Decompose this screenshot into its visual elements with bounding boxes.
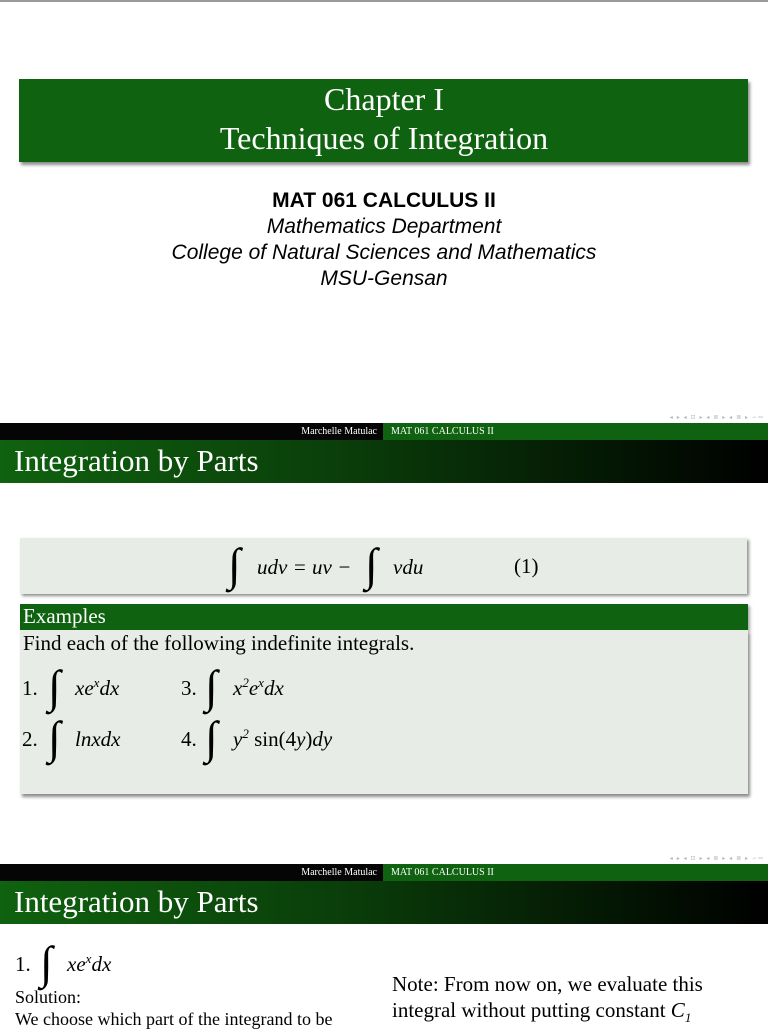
page-top-border — [0, 0, 768, 2]
example-4-label: 4. — [181, 727, 197, 751]
examples-intro: Find each of the following indefinite integrals. — [23, 631, 415, 655]
note-line-2 — [392, 998, 692, 1026]
formula-box — [20, 538, 747, 594]
integral-sign-icon: ∫ — [40, 937, 53, 988]
example-2-integrand: lnxdx — [75, 727, 121, 751]
example-1-label: 1. — [22, 676, 38, 700]
problem-label: 1. — [15, 952, 31, 976]
beamer-navigation-icons[interactable]: ◂ ▸ ◂ ⊡ ▸ ◂ ≣ ▸ ◂ ≣ ▸ ∽∾ — [669, 414, 764, 421]
footer-author-panel — [0, 423, 383, 440]
chapter-title: Chapter I — [324, 81, 444, 117]
beamer-navigation-icons[interactable]: ◂ ▸ ◂ ⊡ ▸ ◂ ≣ ▸ ◂ ≣ ▸ ∽∾ — [669, 855, 764, 862]
examples-block-header — [20, 604, 748, 630]
integral-sign-icon: ∫ — [228, 539, 241, 590]
constant-c1: $C_1$ — [670, 998, 692, 1026]
formula-lhs: udv = uv − — [257, 555, 352, 579]
equation-number: (1) — [514, 554, 539, 578]
slide2-frame-title-bar — [0, 440, 768, 483]
slide1-footer — [0, 423, 768, 440]
solution-label: Solution: — [15, 987, 82, 1007]
example-1-integrand: $xe^xdx$ — [75, 675, 120, 700]
footer-author: Marchelle Matulac — [301, 426, 377, 437]
campus: MSU-Gensan — [320, 267, 448, 290]
slide3-frame-title: Integration by Parts — [14, 884, 259, 919]
example-4-integrand: $y^2$ sin(4y)dy — [233, 726, 333, 751]
integral-sign-icon: ∫ — [48, 661, 61, 712]
course-name: MAT 061 CALCULUS II — [272, 189, 496, 212]
footer-author: Marchelle Matulac — [301, 867, 377, 878]
integral-sign-icon: ∫ — [365, 539, 378, 590]
footer-course: MAT 061 CALCULUS II — [391, 867, 494, 878]
slide2-frame-title: Integration by Parts — [14, 443, 259, 478]
solution-text: We choose which part of the integrand to be — [15, 1009, 333, 1029]
chapter-subtitle: Techniques of Integration — [219, 120, 549, 156]
slide2-footer — [0, 864, 768, 881]
department: Mathematics Department — [266, 215, 502, 238]
college: College of Natural Sciences and Mathematics — [171, 241, 597, 264]
examples-title: Examples — [23, 604, 106, 628]
footer-course: MAT 061 CALCULUS II — [391, 426, 494, 437]
note-line-1: Note: From now on, we evaluate this — [392, 972, 703, 996]
slide3-frame-title-bar — [0, 881, 768, 924]
footer-author-panel — [0, 864, 383, 881]
note-line-2-text: integral without putting constant — [392, 998, 666, 1022]
problem-integrand: $xe^xdx$ — [67, 951, 112, 976]
integral-sign-icon: ∫ — [205, 712, 218, 763]
example-3-integrand: $x^2e^xdx$ — [233, 675, 284, 700]
footer-course-panel — [383, 423, 768, 440]
example-3-label: 3. — [181, 676, 197, 700]
integral-sign-icon: ∫ — [205, 661, 218, 712]
example-2-label: 2. — [22, 727, 38, 751]
integral-sign-icon: ∫ — [48, 712, 61, 763]
footer-course-panel — [383, 864, 768, 881]
formula-rhs: vdu — [393, 555, 424, 579]
